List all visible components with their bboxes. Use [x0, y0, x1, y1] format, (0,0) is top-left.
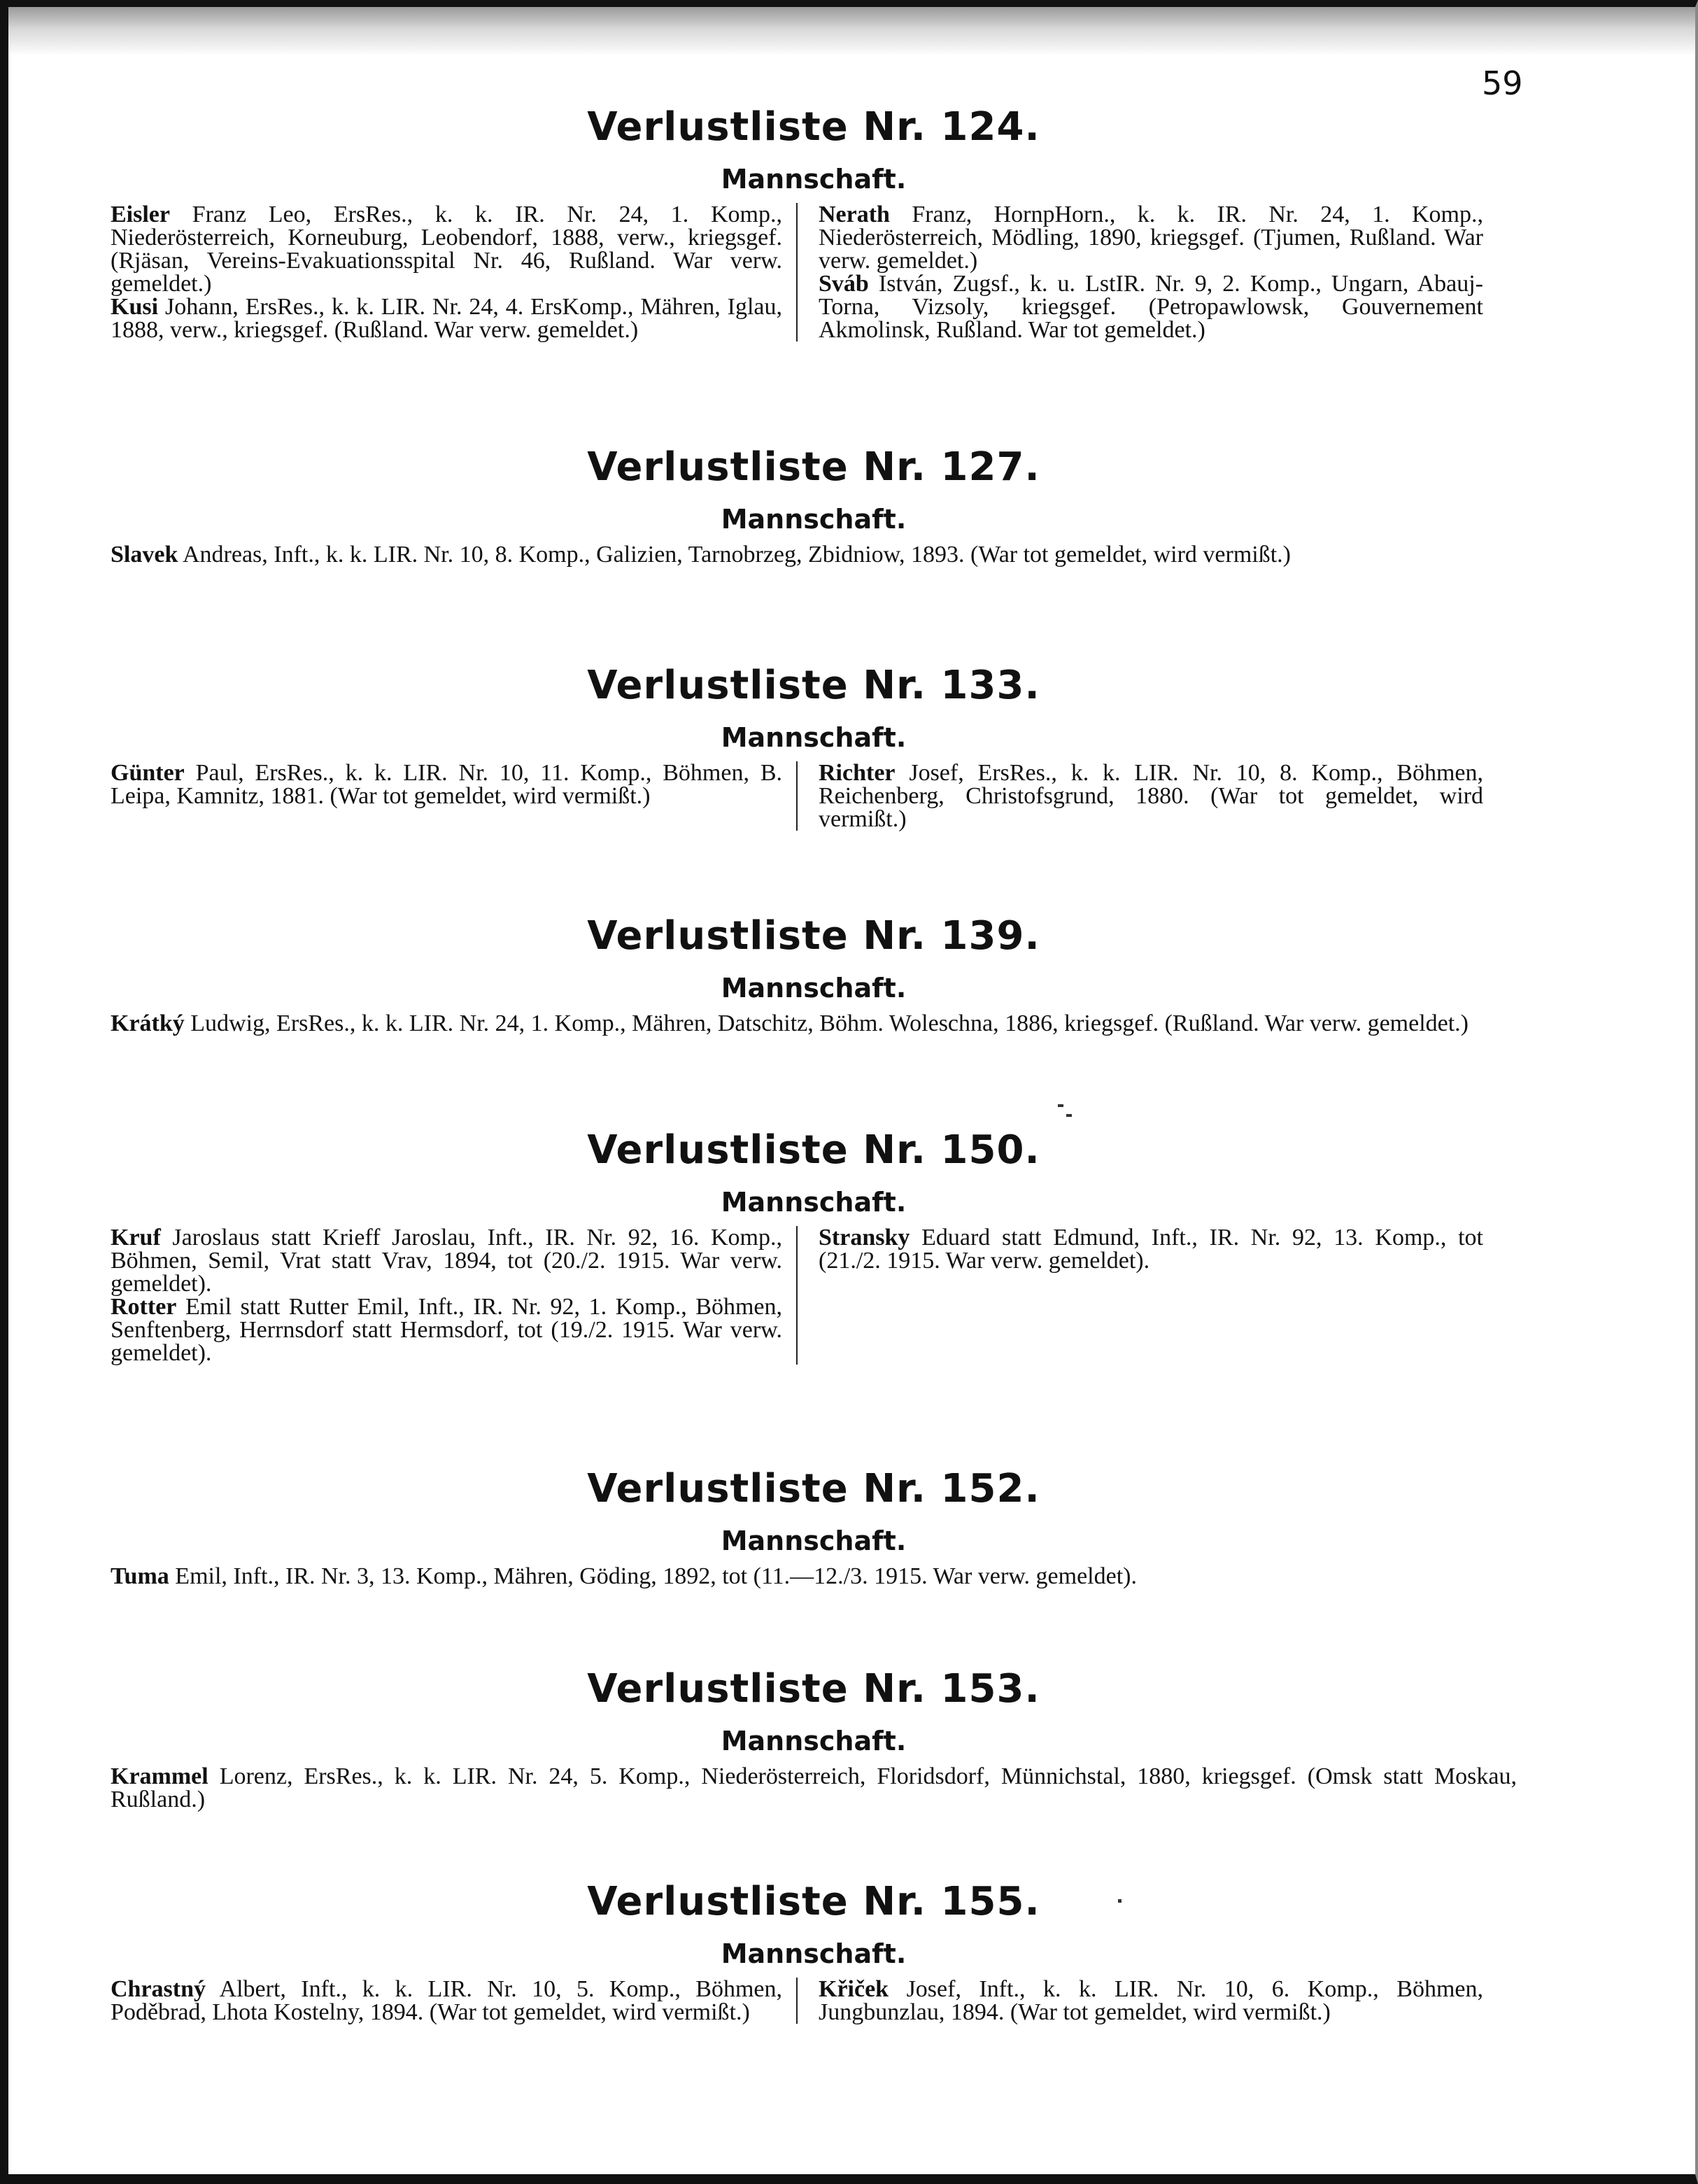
section-verlustliste-139 [111, 914, 1517, 1035]
entry-name: Richter [819, 760, 896, 786]
list-item [819, 1226, 1483, 1272]
section-verlustliste-133 [111, 663, 1517, 831]
entry-name: Eisler [111, 202, 170, 227]
scan-speck [1118, 1899, 1122, 1903]
list-item [111, 1765, 1517, 1811]
list-item [111, 1012, 1517, 1035]
right-column [798, 1226, 1483, 1365]
page-number: 59 [1482, 64, 1523, 102]
entry-name: Sváb [819, 271, 869, 297]
section-verlustliste-124 [111, 105, 1517, 341]
entry-text: Albert, Inft., k. k. LIR. Nr. 10, 5. Komp., Böhmen, Poděbrad, Lhota Kostelny, 1894. (War tot gemeldet, wird vermißt.) [111, 1976, 782, 2025]
entry-name: Stransky [819, 1225, 910, 1250]
scan-speck [1066, 1114, 1072, 1117]
left-column [111, 761, 796, 831]
entry-name: Nerath [819, 202, 890, 227]
list-item [111, 203, 782, 295]
entry-name: Rotter [111, 1294, 177, 1320]
list-item [111, 1978, 782, 2024]
section-verlustliste-127 [111, 445, 1517, 566]
left-column [111, 203, 796, 341]
entry-name: Kusi [111, 294, 159, 320]
full-width-list [111, 543, 1517, 566]
left-column [111, 1226, 796, 1365]
right-column [798, 1978, 1483, 2024]
entry-text: Josef, ErsRes., k. k. LIR. Nr. 10, 8. Komp., Böhmen, Reichenberg, Christofsgrund, 1880. (War tot gemeldet, wird vermißt.) [819, 760, 1483, 832]
list-item [819, 1978, 1483, 2024]
section-title: Verlustliste Nr. 127. [587, 444, 1040, 490]
entry-text: Jaroslaus statt Krieff Jaroslau, Inft., IR. Nr. 92, 16. Komp., Böhmen, Semil, Vrat statt Vrav, 1894, tot (20./2. 1915. War verw. gemeldet). [111, 1225, 782, 1297]
entry-name: Chrastný [111, 1976, 206, 2002]
two-column-list [111, 761, 1517, 831]
right-column [798, 761, 1483, 831]
entry-name: Kruf [111, 1225, 161, 1250]
full-width-list [111, 1765, 1517, 1811]
list-item [111, 543, 1517, 566]
section-title: Verlustliste Nr. 155. [587, 1879, 1040, 1924]
entry-text: Josef, Inft., k. k. LIR. Nr. 10, 6. Komp., Böhmen, Jungbunzlau, 1894. (War tot gemeldet, wird vermißt.) [819, 1976, 1483, 2025]
scan-shadow [8, 7, 1695, 56]
section-title: Verlustliste Nr. 139. [587, 913, 1040, 959]
section-subtitle: Mannschaft. [721, 1938, 907, 1969]
section-subtitle: Mannschaft. [721, 504, 907, 535]
entry-name: Tuma [111, 1563, 169, 1589]
section-verlustliste-152 [111, 1467, 1517, 1588]
entry-text: Emil, Inft., IR. Nr. 3, 13. Komp., Mähren, Göding, 1892, tot (11.—12./3. 1915. War verw. gemeldet). [169, 1563, 1137, 1589]
entry-text: Johann, ErsRes., k. k. LIR. Nr. 24, 4. ErsKomp., Mähren, Iglau, 1888, verw., kriegsgef. (Rußland. War verw. gemeldet.) [111, 294, 782, 343]
entry-text: Franz, HornpHorn., k. k. IR. Nr. 24, 1. Komp., Niederösterreich, Mödling, 1890, kriegsgef. (Tjumen, Rußland. War verw. gemeldet.) [819, 202, 1483, 274]
section-verlustliste-150 [111, 1128, 1517, 1365]
list-item [111, 1226, 782, 1295]
entry-text: Emil statt Rutter Emil, Inft., IR. Nr. 92, 1. Komp., Böhmen, Senftenberg, Herrnsdorf statt Hermsdorf, tot (19./2. 1915. War verw. gemeldet). [111, 1294, 782, 1366]
section-subtitle: Mannschaft. [721, 1187, 907, 1218]
entry-name: Günter [111, 760, 185, 786]
entry-text: Andreas, Inft., k. k. LIR. Nr. 10, 8. Komp., Galizien, Tarnobrzeg, Zbidniow, 1893. (War tot gemeldet, wird vermißt.) [178, 542, 1292, 568]
section-title: Verlustliste Nr. 150. [587, 1127, 1040, 1173]
list-item [111, 761, 782, 808]
entry-name: Krammel [111, 1763, 208, 1789]
entry-name: Slavek [111, 542, 178, 568]
section-verlustliste-153 [111, 1667, 1517, 1811]
section-title: Verlustliste Nr. 153. [587, 1666, 1040, 1712]
section-subtitle: Mannschaft. [721, 722, 907, 753]
section-verlustliste-155 [111, 1880, 1517, 2024]
section-subtitle: Mannschaft. [721, 973, 907, 1003]
two-column-list [111, 203, 1517, 341]
two-column-list [111, 1978, 1517, 2024]
section-title: Verlustliste Nr. 133. [587, 663, 1040, 708]
left-column [111, 1978, 796, 2024]
full-width-list [111, 1565, 1517, 1588]
entry-text: István, Zugsf., k. u. LstIR. Nr. 9, 2. Komp., Ungarn, Abauj-Torna, Vizsoly, kriegsgef. (Petropawlowsk, Gouvernement Akmolinsk, Rußland. War tot gemeldet.) [819, 271, 1483, 343]
section-subtitle: Mannschaft. [721, 1526, 907, 1556]
list-item [111, 1295, 782, 1365]
two-column-list [111, 1226, 1517, 1365]
entry-text: Lorenz, ErsRes., k. k. LIR. Nr. 24, 5. Komp., Niederösterreich, Floridsdorf, Münnichstal, 1880, kriegsgef. (Omsk statt Moskau, Rußland.) [111, 1763, 1517, 1812]
list-item [819, 272, 1483, 341]
full-width-list [111, 1012, 1517, 1035]
entry-text: Franz Leo, ErsRes., k. k. IR. Nr. 24, 1. Komp., Niederösterreich, Korneuburg, Leobendorf, 1888, verw., kriegsgef. (Rjäsan, Vereins-Evakuationsspital Nr. 46, Rußland. War verw. gemeldet.) [111, 202, 782, 297]
entry-text: Eduard statt Edmund, Inft., IR. Nr. 92, 13. Komp., tot (21./2. 1915. War verw. gemeldet). [819, 1225, 1483, 1274]
entry-text: Ludwig, ErsRes., k. k. LIR. Nr. 24, 1. Komp., Mähren, Datschitz, Böhm. Woleschna, 1886, kriegsgef. (Rußland. War verw. gemeldet.) [184, 1010, 1469, 1036]
entry-name: Krátký [111, 1010, 185, 1036]
entry-text: Paul, ErsRes., k. k. LIR. Nr. 10, 11. Komp., Böhmen, B. Leipa, Kamnitz, 1881. (War tot gemeldet, wird vermißt.) [111, 760, 782, 809]
list-item [819, 203, 1483, 272]
right-column [798, 203, 1483, 341]
list-item [819, 761, 1483, 831]
scan-speck [1058, 1104, 1063, 1107]
section-title: Verlustliste Nr. 124. [587, 104, 1040, 150]
section-title: Verlustliste Nr. 152. [587, 1466, 1040, 1512]
list-item [111, 295, 782, 341]
entry-name: Křiček [819, 1976, 889, 2002]
section-subtitle: Mannschaft. [721, 164, 907, 195]
list-item [111, 1565, 1517, 1588]
section-subtitle: Mannschaft. [721, 1726, 907, 1756]
